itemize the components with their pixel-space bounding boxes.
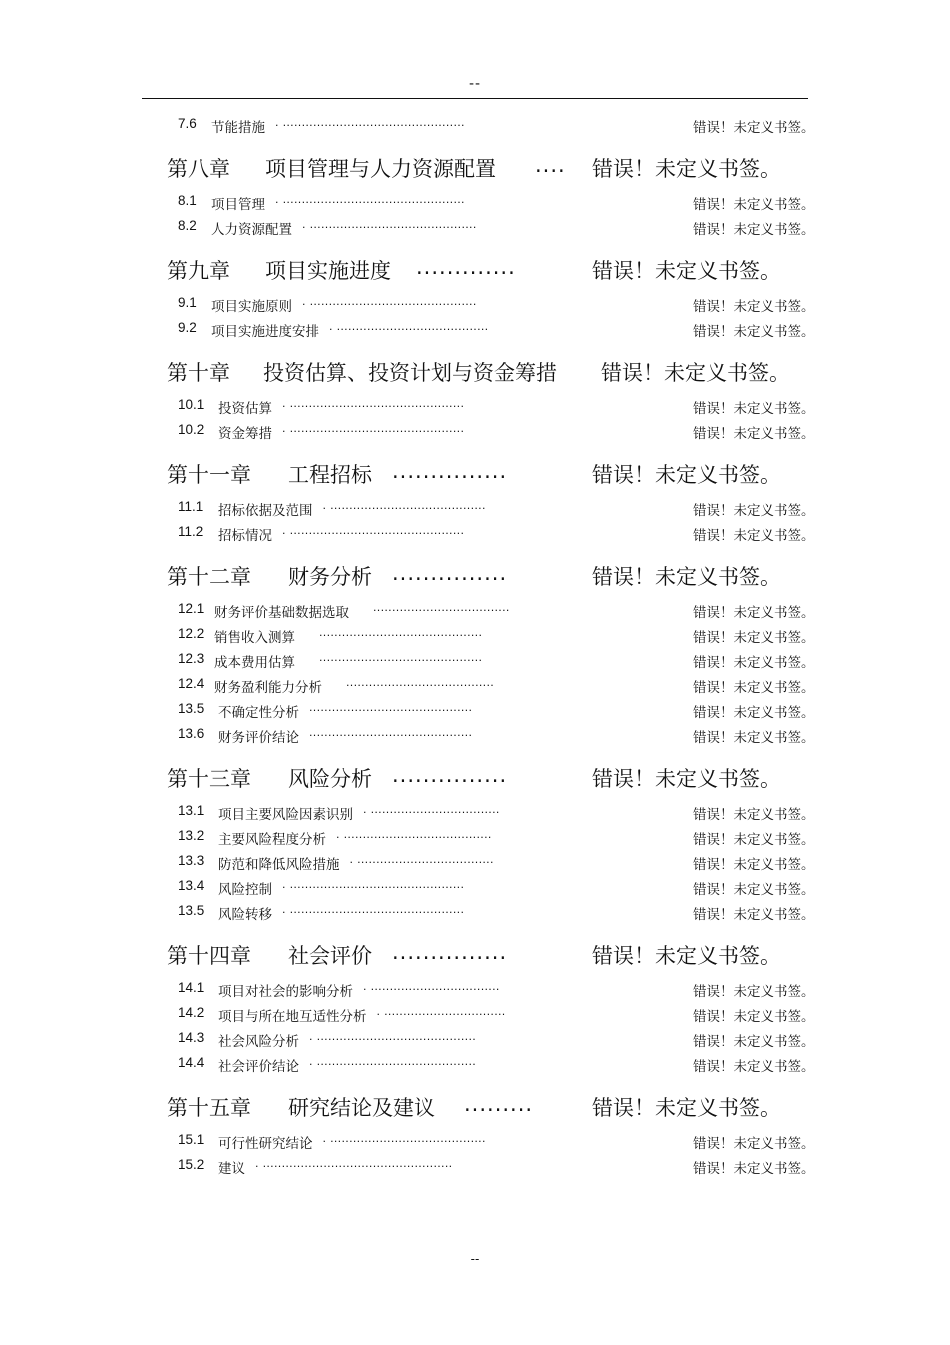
section-page-ref: 错误！未定义书签。 [693, 1034, 815, 1050]
toc-section-row[interactable] [0, 697, 950, 722]
section-number: 14.1 [178, 980, 205, 995]
leader-dots: . ................................................ [275, 116, 465, 129]
section-number: 12.3 [178, 651, 205, 666]
toc-section-row[interactable] [0, 647, 950, 672]
page-footer-mark: -- [470, 1252, 480, 1266]
section-page-ref: 错误！未定义书签。 [693, 222, 815, 238]
section-title: 项目与所在地互适性分析 [218, 1009, 367, 1025]
section-title: 人力资源配置 [211, 222, 292, 238]
section-page-ref: 错误！未定义书签。 [693, 907, 815, 923]
leader-dots: ............... [392, 561, 508, 585]
section-title: 建议 [218, 1161, 245, 1177]
section-number: 9.1 [178, 295, 197, 310]
toc-section-row[interactable] [0, 112, 950, 137]
section-title: 招标情况 [218, 528, 272, 544]
section-number: 15.1 [178, 1132, 205, 1147]
section-number: 14.2 [178, 1005, 205, 1020]
section-title: 项目实施原则 [211, 299, 292, 315]
leader-dots: . .............................................. [282, 422, 465, 435]
toc-chapter-row[interactable] [0, 1084, 950, 1128]
chapter-title: 项目实施进度 [265, 259, 391, 283]
page-header-mark: -- [468, 76, 482, 92]
section-number: 13.4 [178, 878, 205, 893]
leader-dots: . .................................... [349, 853, 494, 866]
section-page-ref: 错误！未定义书签。 [693, 807, 815, 823]
leader-dots: .... [535, 153, 566, 177]
section-number: 13.5 [178, 903, 205, 918]
toc-section-row[interactable] [0, 418, 950, 443]
section-title: 招标依据及范围 [218, 503, 313, 519]
chapter-title: 项目管理与人力资源配置 [265, 157, 496, 181]
chapter-number: 第十五章 [167, 1096, 251, 1120]
chapter-title: 财务分析 [288, 565, 372, 589]
section-title: 投资估算 [218, 401, 272, 417]
toc-section-row[interactable] [0, 393, 950, 418]
leader-dots: . .......................................... [309, 1030, 477, 1043]
toc-chapter-row[interactable] [0, 755, 950, 799]
chapter-number: 第十四章 [167, 944, 251, 968]
section-title: 节能措施 [211, 120, 265, 136]
toc-section-row[interactable] [0, 1026, 950, 1051]
chapter-page-ref: 错误！未定义书签。 [592, 463, 781, 487]
leader-dots: . ................................................ [275, 193, 465, 206]
toc-section-row[interactable] [0, 520, 950, 545]
section-title: 项目对社会的影响分析 [218, 984, 353, 1000]
toc-chapter-row[interactable] [0, 932, 950, 976]
header-rule [142, 98, 808, 99]
leader-dots: . .............................................. [282, 878, 465, 891]
toc-section-row[interactable] [0, 316, 950, 341]
toc-section-row[interactable] [0, 622, 950, 647]
toc-section-row[interactable] [0, 291, 950, 316]
section-page-ref: 错误！未定义书签。 [693, 401, 815, 417]
chapter-number: 第十二章 [167, 565, 251, 589]
section-number: 14.3 [178, 1030, 205, 1045]
chapter-number: 第九章 [167, 259, 230, 283]
section-page-ref: 错误！未定义书签。 [693, 630, 815, 646]
section-number: 8.1 [178, 193, 197, 208]
chapter-page-ref: 错误！未定义书签。 [601, 361, 790, 385]
toc-section-row[interactable] [0, 874, 950, 899]
chapter-page-ref: 错误！未定义书签。 [592, 767, 781, 791]
section-number: 13.2 [178, 828, 205, 843]
chapter-title: 投资估算、投资计划与资金筹措 [263, 361, 557, 385]
section-title: 风险控制 [218, 882, 272, 898]
leader-dots: ............... [392, 763, 508, 787]
chapter-number: 第十一章 [167, 463, 251, 487]
leader-dots: .................................... [373, 601, 510, 614]
leader-dots: . .............................................. [282, 524, 465, 537]
section-page-ref: 错误！未定义书签。 [693, 1161, 815, 1177]
toc-chapter-row[interactable] [0, 451, 950, 495]
section-number: 11.2 [178, 524, 204, 539]
section-page-ref: 错误！未定义书签。 [693, 882, 815, 898]
section-page-ref: 错误！未定义书签。 [693, 120, 815, 136]
section-number: 13.6 [178, 726, 205, 741]
toc-section-row[interactable] [0, 722, 950, 747]
section-number: 12.4 [178, 676, 205, 691]
toc-section-row[interactable] [0, 976, 950, 1001]
section-title: 防范和降低风险措施 [218, 857, 340, 873]
section-title: 财务盈利能力分析 [214, 680, 322, 696]
section-title: 销售收入测算 [214, 630, 295, 646]
toc-section-row[interactable] [0, 495, 950, 520]
section-title: 不确定性分析 [218, 705, 299, 721]
section-number: 13.3 [178, 853, 205, 868]
toc-section-row[interactable] [0, 189, 950, 214]
leader-dots: . .......................................... [309, 1055, 477, 1068]
section-page-ref: 错误！未定义书签。 [693, 730, 815, 746]
leader-dots: ......... [464, 1092, 534, 1116]
section-title: 成本费用估算 [214, 655, 295, 671]
section-page-ref: 错误！未定义书签。 [693, 528, 815, 544]
chapter-number: 第十章 [167, 361, 230, 385]
section-title: 风险转移 [218, 907, 272, 923]
section-title: 主要风险程度分析 [218, 832, 326, 848]
toc-section-row[interactable] [0, 1128, 950, 1153]
toc-chapter-row[interactable] [0, 247, 950, 291]
section-number: 11.1 [178, 499, 204, 514]
toc-section-row[interactable] [0, 672, 950, 697]
toc-chapter-row[interactable] [0, 349, 950, 393]
leader-dots: ............... [392, 940, 508, 964]
toc-section-row[interactable] [0, 899, 950, 924]
toc-section-row[interactable] [0, 824, 950, 849]
section-number: 10.2 [178, 422, 205, 437]
section-number: 9.2 [178, 320, 197, 335]
chapter-title: 风险分析 [288, 767, 372, 791]
section-title: 项目主要风险因素识别 [218, 807, 353, 823]
leader-dots: . ....................................... [336, 828, 492, 841]
chapter-page-ref: 错误！未定义书签。 [592, 565, 781, 589]
toc-section-row[interactable] [0, 849, 950, 874]
section-title: 财务评价基础数据选取 [214, 605, 349, 621]
section-title: 财务评价结论 [218, 730, 299, 746]
section-title: 项目实施进度安排 [211, 324, 319, 340]
section-number: 12.1 [178, 601, 205, 616]
chapter-number: 第八章 [167, 157, 230, 181]
toc-section-row[interactable] [0, 214, 950, 239]
leader-dots: ............... [392, 459, 508, 483]
chapter-title: 工程招标 [288, 463, 372, 487]
section-page-ref: 错误！未定义书签。 [693, 503, 815, 519]
leader-dots: . ......................................... [322, 1132, 486, 1145]
section-number: 8.2 [178, 218, 197, 233]
section-title: 社会评价结论 [218, 1059, 299, 1075]
chapter-number: 第十三章 [167, 767, 251, 791]
leader-dots: . .................................................. [255, 1157, 453, 1170]
leader-dots: . ............................................ [302, 218, 477, 231]
toc-section-row[interactable] [0, 597, 950, 622]
section-page-ref: 错误！未定义书签。 [693, 1009, 815, 1025]
chapter-page-ref: 错误！未定义书签。 [592, 259, 781, 283]
toc-section-row[interactable] [0, 799, 950, 824]
section-page-ref: 错误！未定义书签。 [693, 655, 815, 671]
toc-chapter-row[interactable] [0, 553, 950, 597]
table-of-contents [0, 112, 950, 1178]
leader-dots: ........................................... [319, 651, 483, 664]
leader-dots: . ................................ [376, 1005, 506, 1018]
section-page-ref: 错误！未定义书签。 [693, 680, 815, 696]
leader-dots: ........................................... [309, 726, 473, 739]
leader-dots: ........................................... [319, 626, 483, 639]
leader-dots: . .................................. [363, 803, 500, 816]
chapter-title: 社会评价 [288, 944, 372, 968]
leader-dots: . ......................................... [322, 499, 486, 512]
section-title: 项目管理 [211, 197, 265, 213]
section-number: 7.6 [178, 116, 197, 131]
leader-dots: ........................................... [309, 701, 473, 714]
section-page-ref: 错误！未定义书签。 [693, 1136, 815, 1152]
section-page-ref: 错误！未定义书签。 [693, 605, 815, 621]
section-page-ref: 错误！未定义书签。 [693, 197, 815, 213]
leader-dots: . ........................................ [329, 320, 489, 333]
section-number: 13.1 [178, 803, 205, 818]
section-number: 10.1 [178, 397, 205, 412]
toc-section-row[interactable] [0, 1001, 950, 1026]
section-page-ref: 错误！未定义书签。 [693, 1059, 815, 1075]
section-page-ref: 错误！未定义书签。 [693, 857, 815, 873]
chapter-page-ref: 错误！未定义书签。 [592, 157, 781, 181]
chapter-title: 研究结论及建议 [288, 1096, 435, 1120]
section-page-ref: 错误！未定义书签。 [693, 705, 815, 721]
section-title: 可行性研究结论 [218, 1136, 313, 1152]
section-page-ref: 错误！未定义书签。 [693, 324, 815, 340]
section-number: 14.4 [178, 1055, 205, 1070]
leader-dots: . .............................................. [282, 903, 465, 916]
section-number: 13.5 [178, 701, 205, 716]
leader-dots: ............. [416, 255, 516, 279]
section-number: 15.2 [178, 1157, 205, 1172]
leader-dots: . ............................................ [302, 295, 477, 308]
leader-dots: . .............................................. [282, 397, 465, 410]
leader-dots: . .................................. [363, 980, 500, 993]
section-number: 12.2 [178, 626, 205, 641]
section-title: 资金筹措 [218, 426, 272, 442]
toc-section-row[interactable] [0, 1051, 950, 1076]
section-title: 社会风险分析 [218, 1034, 299, 1050]
chapter-page-ref: 错误！未定义书签。 [592, 944, 781, 968]
toc-chapter-row[interactable] [0, 145, 950, 189]
chapter-page-ref: 错误！未定义书签。 [592, 1096, 781, 1120]
toc-section-row[interactable] [0, 1153, 950, 1178]
section-page-ref: 错误！未定义书签。 [693, 426, 815, 442]
leader-dots: ....................................... [346, 676, 495, 689]
section-page-ref: 错误！未定义书签。 [693, 832, 815, 848]
section-page-ref: 错误！未定义书签。 [693, 299, 815, 315]
section-page-ref: 错误！未定义书签。 [693, 984, 815, 1000]
